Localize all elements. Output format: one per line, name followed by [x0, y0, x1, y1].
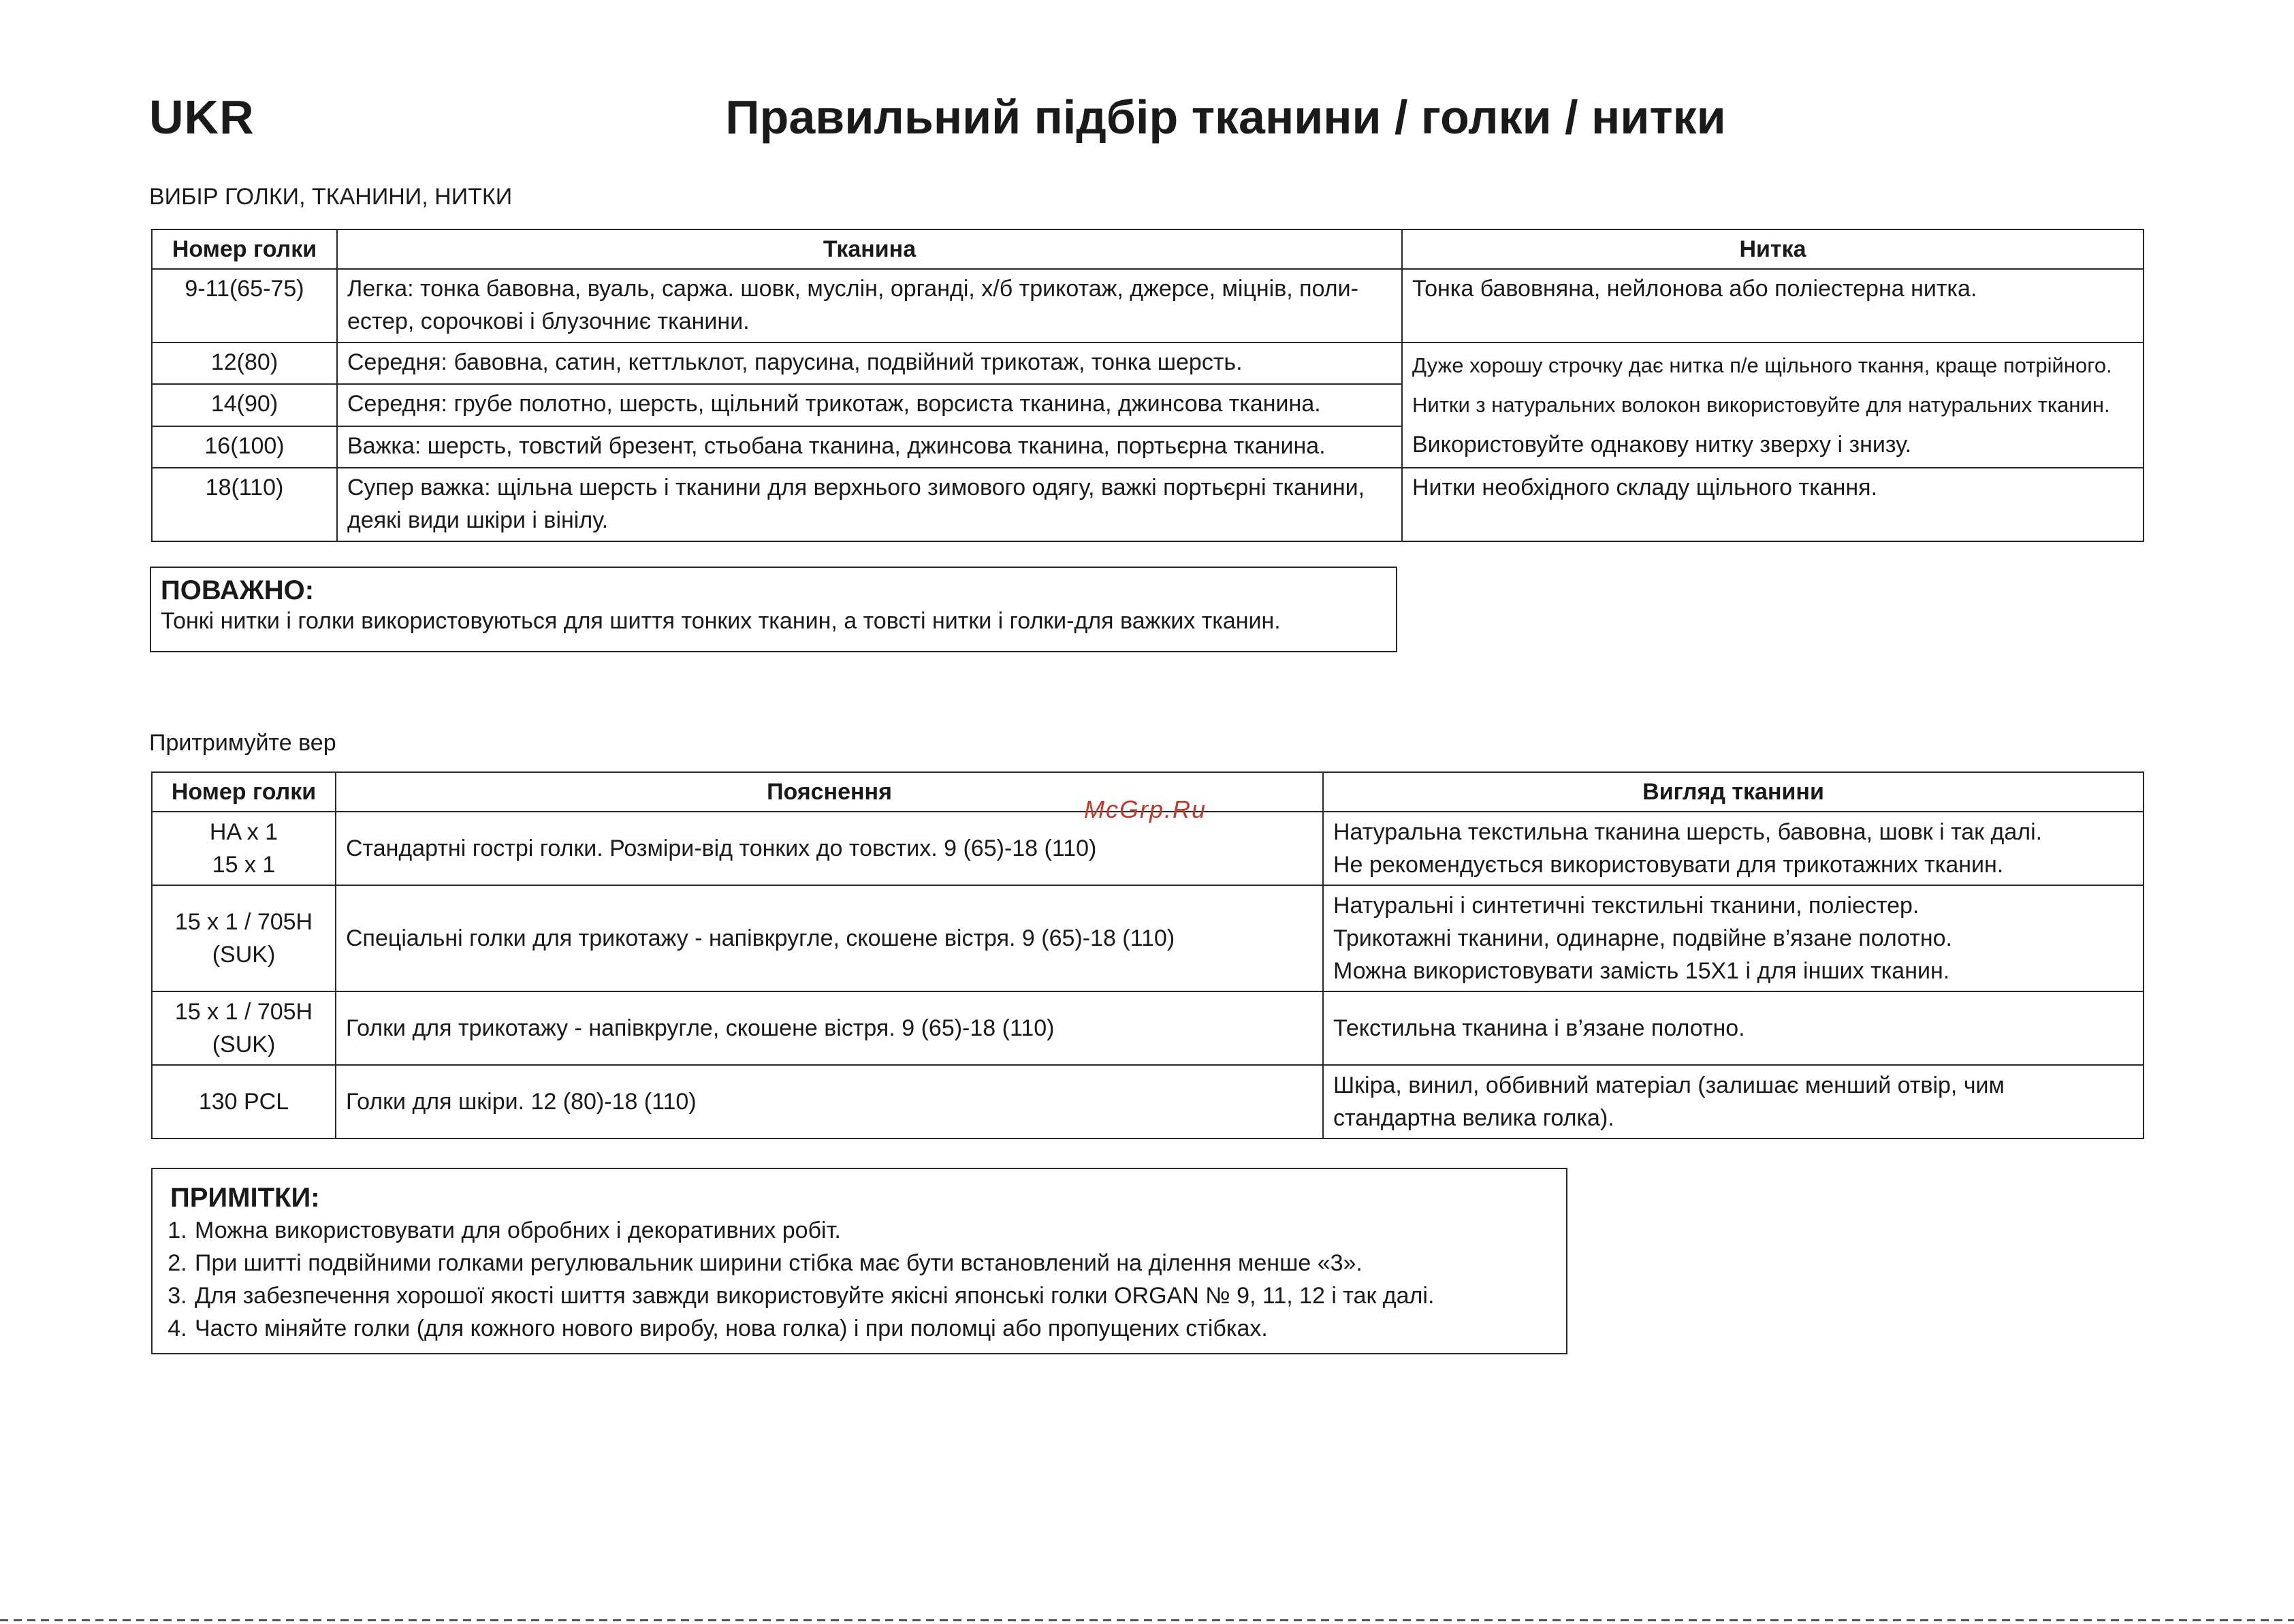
needle-size-cell: 16(100) — [152, 426, 337, 468]
fabric-type-line: Натуральні і синтетичні текстильні тканини, поліестер. — [1333, 893, 1919, 919]
needle-type-cell — [152, 885, 336, 991]
note-item: 2. При шитті подвійними голками регулювальник ширини стібка має бути встановлений на ділення менше «3». — [193, 1247, 1548, 1279]
column-header-needle: Номер голки — [152, 229, 337, 269]
language-code: UKR — [149, 91, 255, 144]
note-item: 3. Для забезпечення хорошої якості шиття завжди використовуйте якісні японські голки ORGAN № 9, 11, 12 і так далі. — [193, 1279, 1548, 1312]
explanation-cell: Стандартні гострі голки. Розміри-від тонких до товстих. 9 (65)-18 (110) — [336, 812, 1323, 885]
needle-type-line: (SUK) — [212, 1032, 276, 1057]
watermark: McGrp.Ru — [1084, 795, 1207, 823]
fabric-type-cell — [1323, 885, 2144, 991]
notes-heading: ПРИМІТКИ: — [170, 1183, 320, 1213]
fabric-type-line: Трикотажні тканини, одинарне, подвійне в’язане полотно. — [1333, 925, 1952, 951]
fabric-cell: Середня: грубе полотно, шерсть, щільний трикотаж, ворсиста тканина, джинсова тканина. — [337, 384, 1402, 426]
table-row — [152, 885, 2144, 991]
fabric-type-line: Текстильна тканина і в’язане полотно. — [1333, 1015, 1745, 1041]
needle-type-line: 15 x 1 — [212, 852, 276, 878]
important-text: Тонкі нитки і голки використовуються для шиття тонких тканин, а товсті нитки і голки-для важких тканин. — [161, 608, 1281, 634]
page-title: Правильний підбір тканини / голки / нитки — [725, 91, 1726, 144]
section1-subtitle: ВИБІР ГОЛКИ, ТКАНИНИ, НИТКИ — [149, 184, 513, 210]
column-header-thread: Нитка — [1402, 229, 2144, 269]
needle-size-cell: 18(110) — [152, 468, 337, 541]
table-header-row — [152, 229, 2144, 269]
needle-type-line: 130 PCL — [198, 1089, 289, 1115]
note-item: 1. Можна використовувати для обробних і декоративних робіт. — [193, 1214, 1548, 1247]
table-row — [152, 269, 2144, 343]
notes-box — [151, 1168, 1567, 1354]
fabric-type-line: стандартна велика голка). — [1333, 1105, 1614, 1131]
needle-type-line: (SUK) — [212, 942, 276, 968]
fabric-cell: Середня: бавовна, сатин, кеттльклот, парусина, подвійний трикотаж, тонка шерсть. — [337, 343, 1402, 384]
needle-type-line: 15 x 1 / 705H — [174, 999, 313, 1025]
column-header-fabric-type: Вигляд тканини — [1323, 772, 2144, 812]
fabric-type-cell — [1323, 991, 2144, 1065]
thread-cell-merged — [1402, 343, 2144, 468]
section2-subtitle: Притримуйте вер — [149, 730, 336, 756]
explanation-cell: Спеціальні голки для трикотажу - напівкругле, скошене вістря. 9 (65)-18 (110) — [336, 885, 1323, 991]
needle-type-cell — [152, 812, 336, 885]
needle-size-cell: 12(80) — [152, 343, 337, 384]
explanation-cell: Голки для трикотажу - напівкругле, скошене вістря. 9 (65)-18 (110) — [336, 991, 1323, 1065]
column-header-needle: Номер голки — [152, 772, 336, 812]
fabric-type-line: Натуральна текстильна тканина шерсть, бавовна, шовк і так далі. — [1333, 819, 2043, 845]
fabric-cell: Важка: шерсть, товстий брезент, стьобана тканина, джинсова тканина, портьєрна тканина. — [337, 426, 1402, 468]
needle-type-line: HA x 1 — [209, 819, 278, 845]
fabric-type-line: Шкіра, винил, оббивний матеріал (залишає менший отвір, чим — [1333, 1072, 2005, 1098]
fabric-type-cell — [1323, 812, 2144, 885]
important-notice — [150, 567, 1397, 652]
notes-list — [170, 1214, 1548, 1345]
fabric-type-line: Не рекомендується використовувати для трикотажних тканин. — [1333, 852, 2004, 878]
column-header-fabric: Тканина — [337, 229, 1402, 269]
thread-line: Використовуйте однакову нитку зверху і знизу. — [1412, 432, 1912, 458]
column-header-explanation: Пояснення — [336, 772, 1323, 812]
thread-line: Дуже хорошу строчку дає нитка п/е щільного ткання, краще потрійного. — [1412, 353, 2112, 377]
fabric-type-cell — [1323, 1065, 2144, 1139]
important-heading: ПОВАЖНО: — [161, 575, 315, 605]
needle-size-cell: 14(90) — [152, 384, 337, 426]
fabric-type-line: Можна використовувати замість 15X1 і для інших тканин. — [1333, 958, 1950, 984]
thread-line: Нитки з натуральних волокон використовуйте для натуральних тканин. — [1412, 393, 2110, 417]
table-row — [152, 468, 2144, 541]
fabric-cell: Супер важка: щільна шерсть і тканини для верхнього зимового одягу, важкі портьєрні тканини, деякі види шкіри і вінілу. — [337, 468, 1402, 541]
needle-type-table — [151, 771, 2144, 1139]
fabric-cell: Легка: тонка бавовна, вуаль, саржа. шовк, муслін, органді, х/б трикотаж, джерсе, міцнів, поли-естер, сорочкові і блузочниє тканини. — [337, 269, 1402, 343]
needle-type-cell — [152, 1065, 336, 1139]
table-row — [152, 343, 2144, 384]
page-bottom-edge — [0, 1619, 2294, 1621]
note-item: 4. Часто міняйте голки (для кожного нового виробу, нова голка) і при поломці або пропущених стібках. — [193, 1312, 1548, 1345]
explanation-cell: Голки для шкіри. 12 (80)-18 (110) — [336, 1065, 1323, 1139]
table-row — [152, 1065, 2144, 1139]
thread-cell: Тонка бавовняна, нейлонова або поліестерна нитка. — [1402, 269, 2144, 343]
needle-size-cell: 9-11(65-75) — [152, 269, 337, 343]
table-row — [152, 991, 2144, 1065]
needle-type-cell — [152, 991, 336, 1065]
thread-cell: Нитки необхідного складу щільного ткання. — [1402, 468, 2144, 541]
needle-type-line: 15 x 1 / 705H — [174, 909, 313, 935]
needle-fabric-thread-table — [151, 229, 2144, 542]
